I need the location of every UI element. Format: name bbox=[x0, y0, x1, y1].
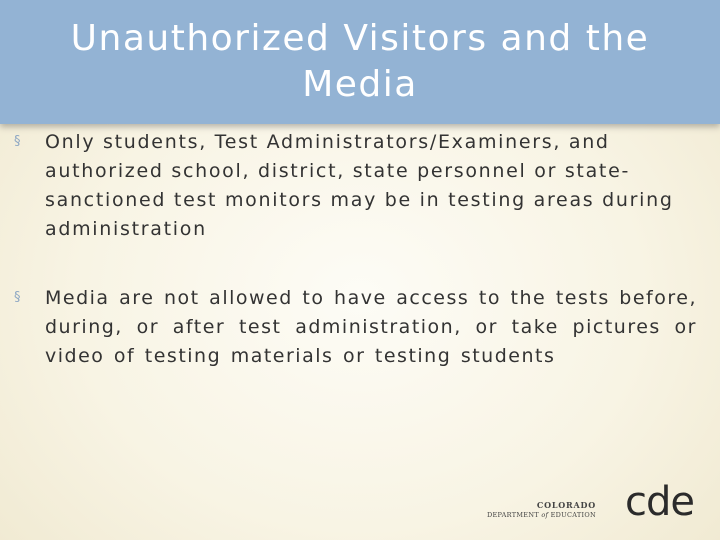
cde-logo-mark: cde bbox=[625, 479, 694, 525]
logo-department bbox=[487, 510, 596, 520]
slide-title-line-2: Media bbox=[302, 64, 418, 105]
bullet-text: Only students, Test Administrators/Examiners, and authorized school, district, state personnel or state-sanctioned test monitors may be in testing areas during administration bbox=[45, 131, 674, 240]
slide-title-line-1: Unauthorized Visitors and the bbox=[70, 18, 650, 59]
logo-colorado: COLORADO bbox=[536, 500, 596, 510]
title-band bbox=[0, 0, 720, 124]
slide-title bbox=[0, 16, 720, 108]
bullet-text: Media are not allowed to have access to the tests before, during, or after test administration, or take pictures or video of testing materials or testing students bbox=[45, 287, 697, 367]
logo-education-word: EDUCATION bbox=[550, 511, 596, 519]
logo-of-word: of bbox=[541, 511, 549, 519]
cde-logo bbox=[486, 479, 698, 526]
square-bullet-icon: § bbox=[14, 134, 21, 149]
logo-wordmark bbox=[487, 500, 596, 520]
square-bullet-icon: § bbox=[14, 290, 21, 305]
logo-department-word: DEPARTMENT bbox=[486, 511, 539, 519]
